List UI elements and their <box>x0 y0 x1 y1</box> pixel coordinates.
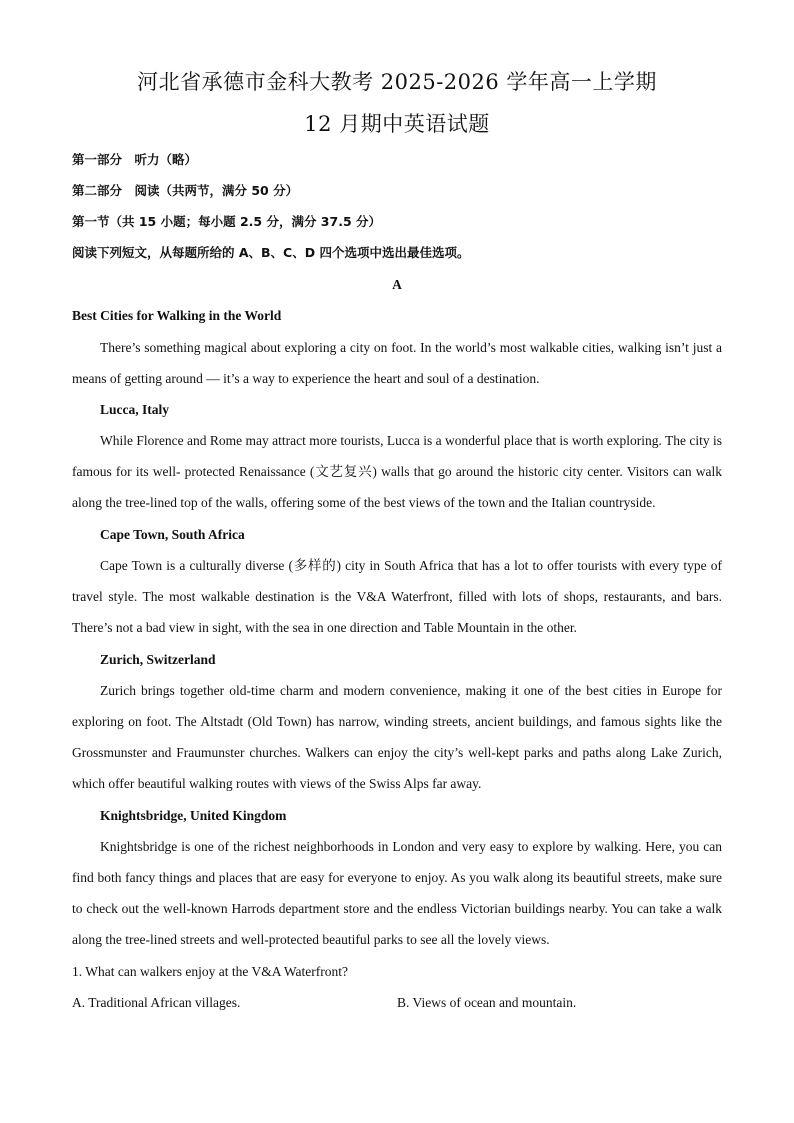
section-heading-cape-town: Cape Town, South Africa <box>100 527 245 542</box>
section-text-zurich: Zurich brings together old-time charm and modern convenience, making it one of the best cities in Europe for exploring on foot. The Altstadt (Old Town) has narrow, winding streets, ancient buildings, and famous sights like the Grossmunster and Fraumunster churches. Walkers can enjoy the city’s well-kept parks and paths along Lake Zurich, which offer beautiful walking routes with views of the Swiss Alps far away. <box>72 683 722 791</box>
passage-title: Best Cities for Walking in the World <box>72 308 282 323</box>
passage-intro: There’s something magical about exploring a city on foot. In the world’s most walkable cities, walking isn’t just a means of getting around — it’s a way to experience the heart and soul of a destination. <box>72 340 722 386</box>
section1-label: 第一节（共 15 小题；每小题 2.5 分，满分 37.5 分） <box>72 214 381 229</box>
exam-title-line1: 河北省承德市金科大教考 2025-2026 学年高一上学期 <box>137 70 657 94</box>
passage-label: A <box>392 277 402 292</box>
section-heading-zurich: Zurich, Switzerland <box>100 652 216 667</box>
section-text-cape-town: Cape Town is a culturally diverse (多样的) city in South Africa that has a lot to offer tourists with every type of travel style. The most walkable destination is the V&A Waterfront, filled with lots of shops, restaurants, and bars. There’s not a bad view in sight, with the sea in one direction and Table Mountain in the other. <box>72 558 722 635</box>
directions: 阅读下列短文，从每题所给的 A、B、C、D 四个选项中选出最佳选项。 <box>72 245 470 260</box>
question-stem: 1. What can walkers enjoy at the V&A Waterfront? <box>72 964 348 979</box>
section-text-lucca: While Florence and Rome may attract more tourists, Lucca is a wonderful place that is worth exploring. The city is famous for its well- protected Renaissance (文艺复兴) walls that go around the historic city center. Visitors can walk along the tree-lined top of the walls, offering some of the best views of the town and the Italian countryside. <box>72 433 722 510</box>
part1-label: 第一部分 听力（略） <box>72 152 198 167</box>
option-b[interactable]: B. Views of ocean and mountain. <box>397 995 577 1010</box>
section-heading-lucca: Lucca, Italy <box>100 402 169 417</box>
part2-label: 第二部分 阅读（共两节，满分 50 分） <box>72 183 299 198</box>
section-text-knightsbridge: Knightsbridge is one of the richest neighborhoods in London and very easy to explore by walking. Here, you can find both fancy things and places that are easy for everyone to enjoy. As you walk along its beautiful streets, make sure to check out the well-known Harrods department store and the endless Victorian buildings nearby. You can take a walk along the tree-lined streets and well-protected beautiful parks to see all the lovely views. <box>72 839 722 947</box>
option-a[interactable]: A. Traditional African villages. <box>72 995 241 1010</box>
section-heading-knightsbridge: Knightsbridge, United Kingdom <box>100 808 287 823</box>
exam-title-line2: 12 月期中英语试题 <box>304 112 490 136</box>
